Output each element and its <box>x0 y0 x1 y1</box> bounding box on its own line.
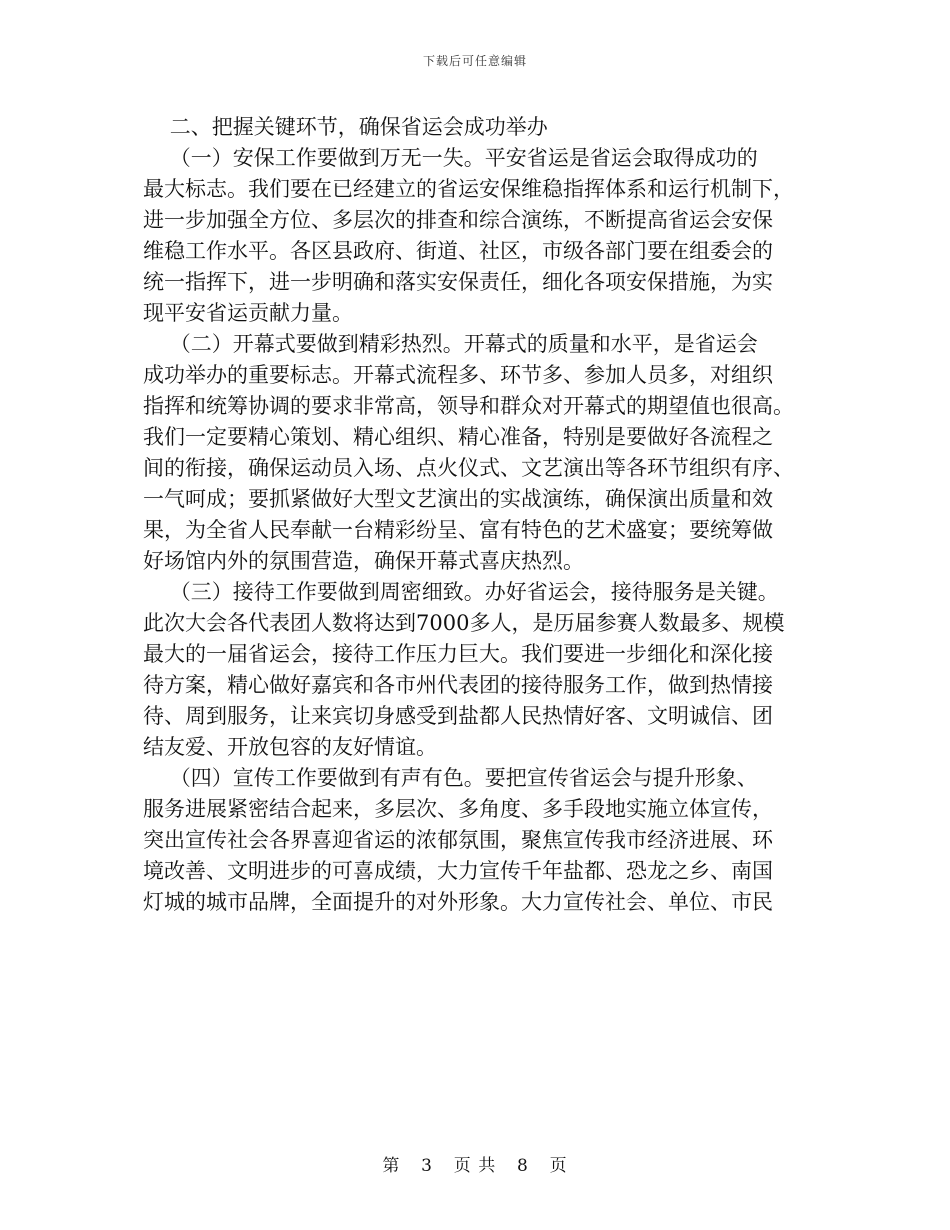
text-line: 此次大会各代表团人数将达到7000多人，是历届参赛人数最多、规模 <box>143 611 785 635</box>
text-line: 境改善、文明进步的可喜成绩，大力宣传千年盐都、恐龙之乡、南国 <box>143 859 773 883</box>
text-line: 间的衔接，确保运动员入场、点火仪式、文艺演出等各环节组织有序、 <box>143 456 794 480</box>
text-line: 待、周到服务，让来宾切身感受到盐都人民热情好客、文明诚信、团 <box>143 704 773 728</box>
header-note: 下载后可任意编辑 <box>422 54 527 68</box>
text-line: 待方案，精心做好嘉宾和各市州代表团的接待服务工作，做到热情接 <box>143 673 773 697</box>
text-line: （四）宣传工作要做到有声有色。要把宣传省运会与提升形象、 <box>143 766 758 790</box>
document-body <box>143 112 818 918</box>
text-line: 成功举办的重要标志。开幕式流程多、环节多、参加人员多，对组织 <box>143 363 773 387</box>
text-line: （一）安保工作要做到万无一失。平安省运是省运会取得成功的 <box>143 146 758 170</box>
text-line: 统一指挥下，进一步明确和落实安保责任，细化各项安保措施，为实 <box>143 270 773 294</box>
page-number-middle: 页 共 <box>453 1156 497 1176</box>
text-line: 突出宣传社会各界喜迎省运的浓郁氛围，聚焦宣传我市经济进展、环 <box>143 828 773 852</box>
page-number-prefix: 第 <box>382 1156 401 1176</box>
text-line: （三）接待工作要做到周密细致。办好省运会，接待服务是关键。 <box>143 580 779 604</box>
text-line: 最大的一届省运会，接待工作压力巨大。我们要进一步细化和深化接 <box>143 642 773 666</box>
text-line: 维稳工作水平。各区县政府、街道、社区，市级各部门要在组委会的 <box>143 239 773 263</box>
text-line: 我们一定要精心策划、精心组织、精心准备，特别是要做好各流程之 <box>143 425 773 449</box>
text-line: 现平安省运贡献力量。 <box>143 301 353 325</box>
text-line: 最大标志。我们要在已经建立的省运安保维稳指挥体系和运行机制下， <box>143 177 794 201</box>
text-line: 指挥和统筹协调的要求非常高，领导和群众对开幕式的期望值也很高。 <box>143 394 794 418</box>
text-line: 结友爱、开放包容的友好情谊。 <box>143 735 437 759</box>
page-number-total: 8 <box>517 1156 529 1176</box>
page-number-suffix: 页 <box>549 1156 568 1176</box>
text-line: （二）开幕式要做到精彩热烈。开幕式的质量和水平，是省运会 <box>143 332 758 356</box>
text-line: 一气呵成；要抓紧做好大型文艺演出的实战演练，确保演出质量和效 <box>143 487 773 511</box>
text-line: 二、把握关键环节，确保省运会成功举办 <box>143 115 548 139</box>
text-line: 灯城的城市品牌，全面提升的对外形象。大力宣传社会、单位、市民 <box>143 890 773 914</box>
text-line: 进一步加强全方位、多层次的排查和综合演练，不断提高省运会安保 <box>143 208 773 232</box>
page-number-current: 3 <box>421 1156 433 1176</box>
text-line: 好场馆内外的氛围营造，确保开幕式喜庆热烈。 <box>143 549 584 573</box>
text-line: 果，为全省人民奉献一台精彩纷呈、富有特色的艺术盛宴；要统筹做 <box>143 518 773 542</box>
text-line: 服务进展紧密结合起来，多层次、多角度、多手段地实施立体宣传， <box>143 797 773 821</box>
page-footer <box>0 1151 950 1176</box>
